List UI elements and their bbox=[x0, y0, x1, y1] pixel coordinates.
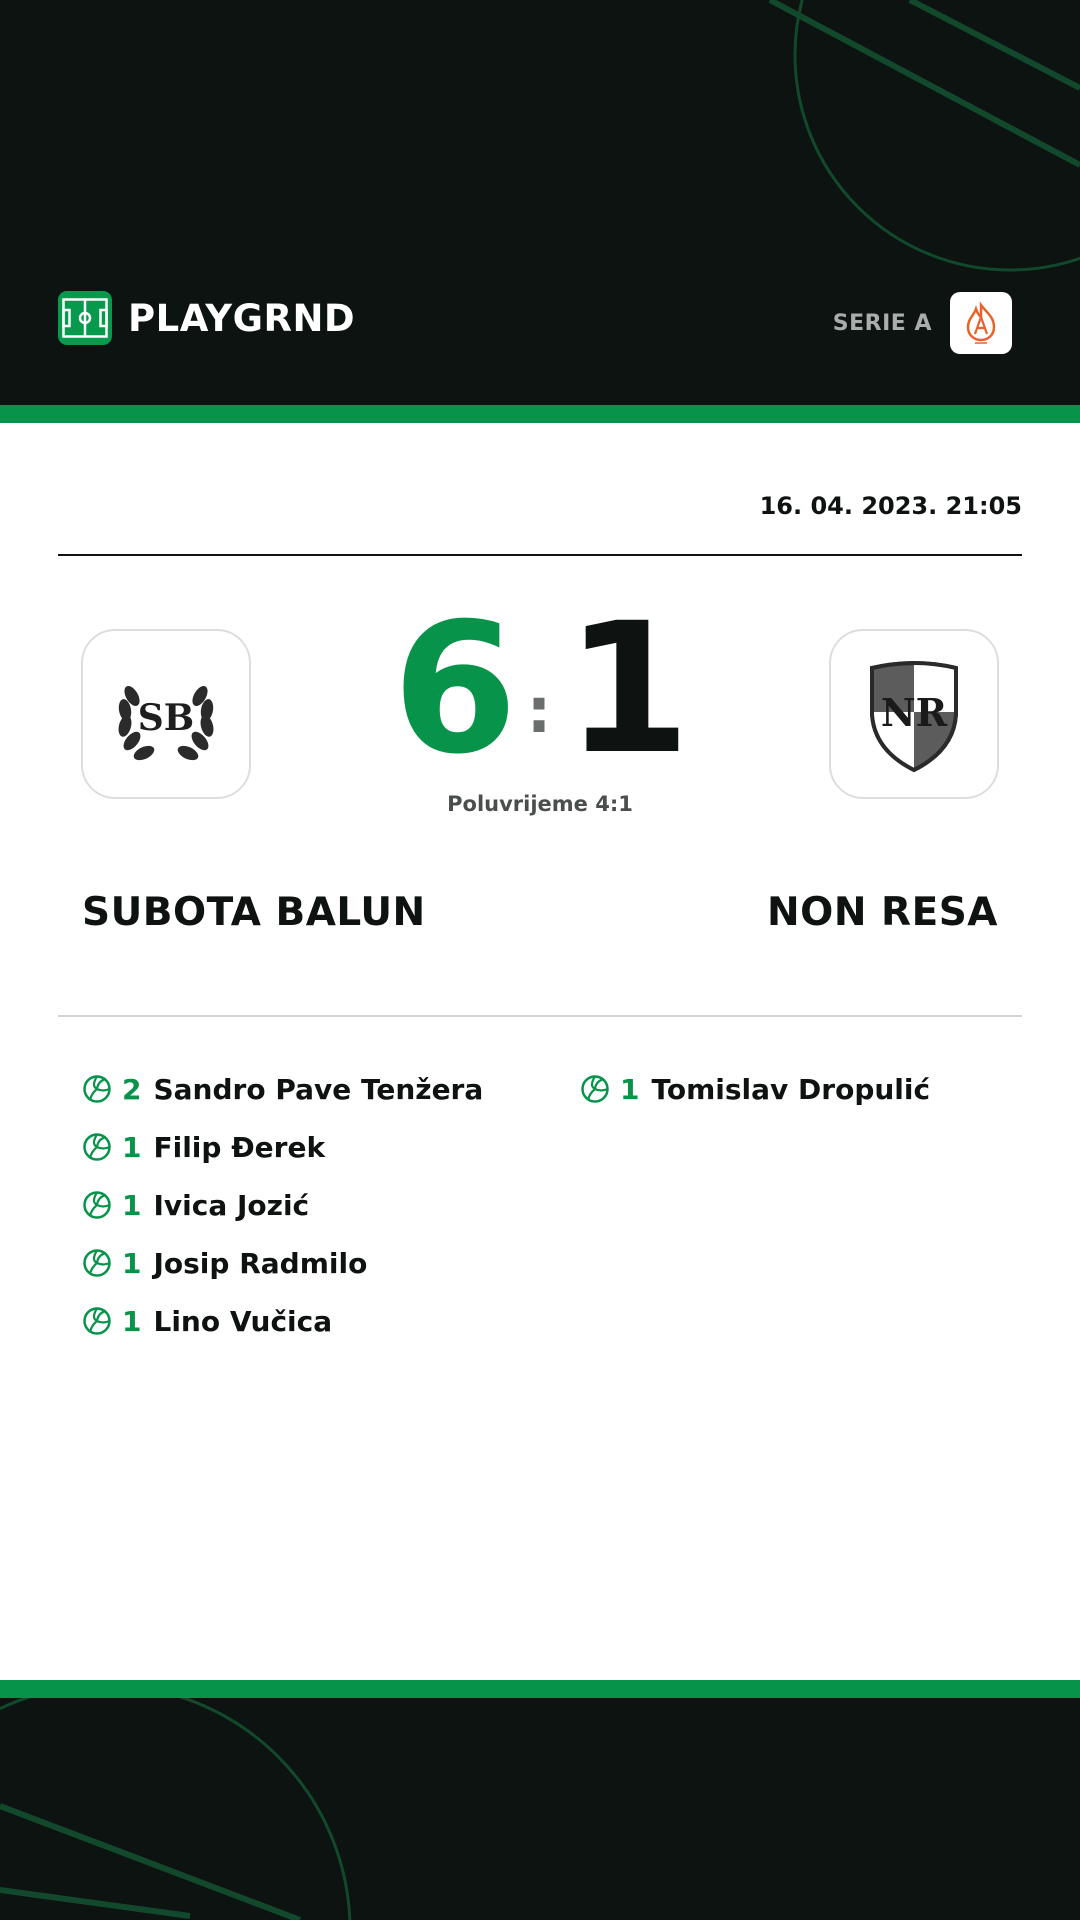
away-team-logo bbox=[829, 629, 999, 799]
league-flame-logo bbox=[950, 292, 1012, 354]
divider bbox=[58, 554, 1022, 556]
scorer-item bbox=[82, 1118, 483, 1176]
ball-icon bbox=[580, 1074, 610, 1104]
player-name: Josip Radmilo bbox=[153, 1246, 368, 1280]
away-scorers-list bbox=[580, 1060, 930, 1118]
player-name: Sandro Pave Tenžera bbox=[153, 1072, 484, 1106]
pitch-lines-decoration bbox=[0, 1698, 1080, 1920]
scorer-item bbox=[82, 1292, 483, 1350]
ball-icon bbox=[82, 1248, 112, 1278]
league-name: SERIE A bbox=[832, 310, 932, 336]
ball-icon bbox=[82, 1132, 112, 1162]
match-datetime: 16. 04. 2023. 21:05 bbox=[759, 492, 1022, 520]
home-team-name: SUBOTA BALUN bbox=[82, 890, 426, 935]
scorer-item bbox=[580, 1060, 930, 1118]
scorer-item bbox=[82, 1060, 483, 1118]
goal-count: 1 bbox=[122, 1304, 142, 1338]
home-score: 6 bbox=[392, 585, 518, 794]
ball-icon bbox=[82, 1306, 112, 1336]
score-separator: : bbox=[526, 674, 552, 747]
scorer-item bbox=[82, 1176, 483, 1234]
player-name: Tomislav Dropulić bbox=[651, 1072, 931, 1106]
home-team-logo bbox=[81, 629, 251, 799]
brand bbox=[58, 290, 355, 346]
goal-count: 1 bbox=[122, 1246, 142, 1280]
player-name: Filip Đerek bbox=[153, 1130, 326, 1164]
svg-text:NR: NR bbox=[880, 690, 948, 735]
league-badge bbox=[833, 292, 1012, 354]
scorer-item bbox=[82, 1234, 483, 1292]
goal-count: 1 bbox=[122, 1130, 142, 1164]
away-team-name: NON RESA bbox=[767, 890, 998, 935]
svg-text:SB: SB bbox=[137, 697, 195, 739]
player-name: Lino Vučica bbox=[153, 1304, 333, 1338]
ball-icon bbox=[82, 1074, 112, 1104]
halftime-score: Poluvrijeme 4:1 bbox=[447, 792, 633, 816]
ball-icon bbox=[82, 1190, 112, 1220]
away-score: 1 bbox=[565, 585, 691, 794]
goal-count: 1 bbox=[122, 1188, 142, 1222]
header-banner bbox=[0, 0, 1080, 405]
divider bbox=[58, 1015, 1022, 1017]
brand-name: PLAYGRND bbox=[128, 296, 356, 340]
home-scorers-list bbox=[82, 1060, 483, 1350]
goal-count: 1 bbox=[620, 1072, 640, 1106]
footer-banner bbox=[0, 1698, 1080, 1920]
accent-bar-bottom bbox=[0, 1680, 1080, 1698]
player-name: Ivica Jozić bbox=[153, 1188, 310, 1222]
goal-count: 2 bbox=[122, 1072, 142, 1106]
accent-bar-top bbox=[0, 405, 1080, 423]
football-pitch-icon bbox=[58, 291, 112, 345]
